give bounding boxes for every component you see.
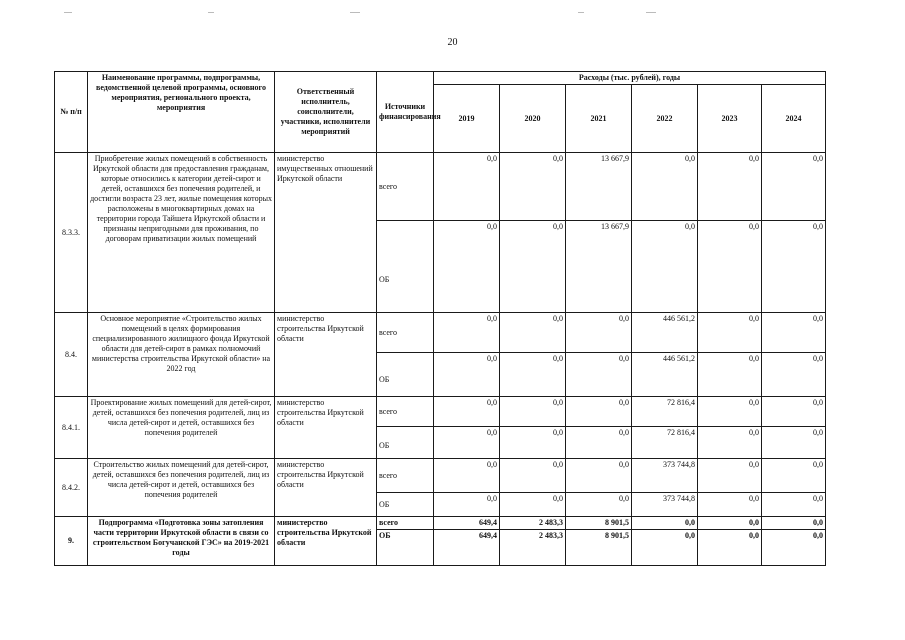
header-source: Источники финансирования [377,72,434,153]
scan-artifact [350,12,360,13]
value-cell: 0,0 [698,459,762,493]
value-cell: 446 561,2 [632,353,698,397]
value-cell: 0,0 [632,153,698,221]
scan-artifact [64,12,72,13]
value-cell: 0,0 [698,397,762,427]
header-expenses: Расходы (тыс. рублей), годы [434,72,826,85]
value-cell: 0,0 [500,313,566,353]
row-number: 8.4.2. [55,459,88,517]
value-cell: 72 816,4 [632,397,698,427]
value-cell: 0,0 [500,153,566,221]
value-cell: 0,0 [500,221,566,313]
value-cell: 8 901,5 [566,517,632,530]
value-cell: 0,0 [434,427,500,459]
row-number: 8.4. [55,313,88,397]
row-number: 9. [55,517,88,566]
value-cell: 0,0 [762,313,826,353]
row-source: всего [377,313,434,353]
value-cell: 649,4 [434,530,500,566]
row-executor: министерство строительства Иркутской области [275,313,377,397]
value-cell: 13 667,9 [566,153,632,221]
value-cell: 649,4 [434,517,500,530]
table-row [55,517,826,530]
value-cell: 0,0 [698,530,762,566]
value-cell: 2 483,3 [500,517,566,530]
value-cell: 0,0 [500,493,566,517]
row-name: Основное мероприятие «Строительство жилых помещений в целях формирования специализированного жилищного фонда Иркутской области для детей-сирот в рамках полномочий министерства строительства Иркутской области» на 2022 год [88,313,275,397]
row-source: ОБ [377,353,434,397]
value-cell: 0,0 [500,397,566,427]
header-num: № п/п [55,72,88,153]
row-name: Приобретение жилых помещений в собственность Иркутской области для предоставления гражданам, которые относились к категории детей-сирот и детей, оставшихся без попечения родителей, и достигли возраста 23 лет, жилые помещения которых расположены в многоквартирных домах на территории города Тайшета Иркутской области и признаны непригодными для проживания, по договорам приватизации жилых помещений [88,153,275,313]
value-cell: 0,0 [698,517,762,530]
value-cell: 0,0 [434,493,500,517]
value-cell: 0,0 [434,313,500,353]
value-cell: 0,0 [566,353,632,397]
row-name: Строительство жилых помещений для детей-сирот, детей, оставшихся без попечения родителей, лиц из числа детей-сирот и детей, оставшихся без попечения родителей [88,459,275,517]
value-cell: 0,0 [762,427,826,459]
value-cell: 0,0 [632,530,698,566]
value-cell: 0,0 [698,427,762,459]
row-source: всего [377,459,434,493]
header-year: 2022 [632,85,698,153]
value-cell: 0,0 [434,221,500,313]
value-cell: 0,0 [566,313,632,353]
table-row [55,397,826,427]
value-cell: 13 667,9 [566,221,632,313]
row-name: Проектирование жилых помещений для детей-сирот, детей, оставшихся без попечения родителей, лиц из числа детей-сирот и детей, оставшихся без попечения родителей [88,397,275,459]
row-source: всего [377,517,434,530]
value-cell: 373 744,8 [632,493,698,517]
row-source: всего [377,153,434,221]
row-number: 8.3.3. [55,153,88,313]
value-cell: 0,0 [434,153,500,221]
row-executor: министерство строительства Иркутской области [275,459,377,517]
table-row [55,313,826,353]
value-cell: 0,0 [434,459,500,493]
value-cell: 0,0 [434,397,500,427]
row-source: ОБ [377,221,434,313]
row-name: Подпрограмма «Подготовка зоны затопления части территории Иркутской области в связи со строительством Богучанской ГЭС» на 2019-2021 годы [88,517,275,566]
header-year: 2023 [698,85,762,153]
row-source: ОБ [377,427,434,459]
value-cell: 8 901,5 [566,530,632,566]
scan-artifact [578,12,584,13]
row-number: 8.4.1. [55,397,88,459]
value-cell: 0,0 [566,493,632,517]
value-cell: 2 483,3 [500,530,566,566]
value-cell: 0,0 [500,353,566,397]
value-cell: 0,0 [762,153,826,221]
value-cell: 0,0 [762,459,826,493]
header-year: 2024 [762,85,826,153]
value-cell: 0,0 [500,459,566,493]
value-cell: 0,0 [762,493,826,517]
page-number: 20 [447,37,458,48]
header-year: 2020 [500,85,566,153]
value-cell: 72 816,4 [632,427,698,459]
table-row [55,459,826,493]
row-source: ОБ [377,493,434,517]
value-cell: 0,0 [500,427,566,459]
table-row [55,153,826,221]
value-cell: 0,0 [698,313,762,353]
value-cell: 0,0 [762,221,826,313]
value-cell: 0,0 [698,153,762,221]
value-cell: 0,0 [698,493,762,517]
value-cell: 373 744,8 [632,459,698,493]
row-executor: министерство строительства Иркутской области [275,517,377,566]
value-cell: 0,0 [762,530,826,566]
value-cell: 0,0 [698,221,762,313]
value-cell: 0,0 [566,459,632,493]
header-name: Наименование программы, подпрограммы, ведомственной целевой программы, основного мероприятия, регионального проекта, мероприятия [88,72,275,153]
value-cell: 0,0 [632,221,698,313]
value-cell: 0,0 [698,353,762,397]
row-executor: министерство строительства Иркутской области [275,397,377,459]
value-cell: 0,0 [762,397,826,427]
budget-table [54,71,826,566]
header-year: 2021 [566,85,632,153]
value-cell: 0,0 [762,517,826,530]
header-executor: Ответственный исполнитель, соисполнители, участники, исполнители мероприятий [275,72,377,153]
value-cell: 0,0 [762,353,826,397]
row-source: ОБ [377,530,434,566]
value-cell: 0,0 [434,353,500,397]
row-source: всего [377,397,434,427]
value-cell: 0,0 [566,427,632,459]
header-year: 2019 [434,85,500,153]
value-cell: 0,0 [566,397,632,427]
scan-artifact [208,12,214,13]
value-cell: 446 561,2 [632,313,698,353]
scan-artifact [646,12,656,13]
value-cell: 0,0 [632,517,698,530]
row-executor: министерство имущественных отношений Иркутской области [275,153,377,313]
